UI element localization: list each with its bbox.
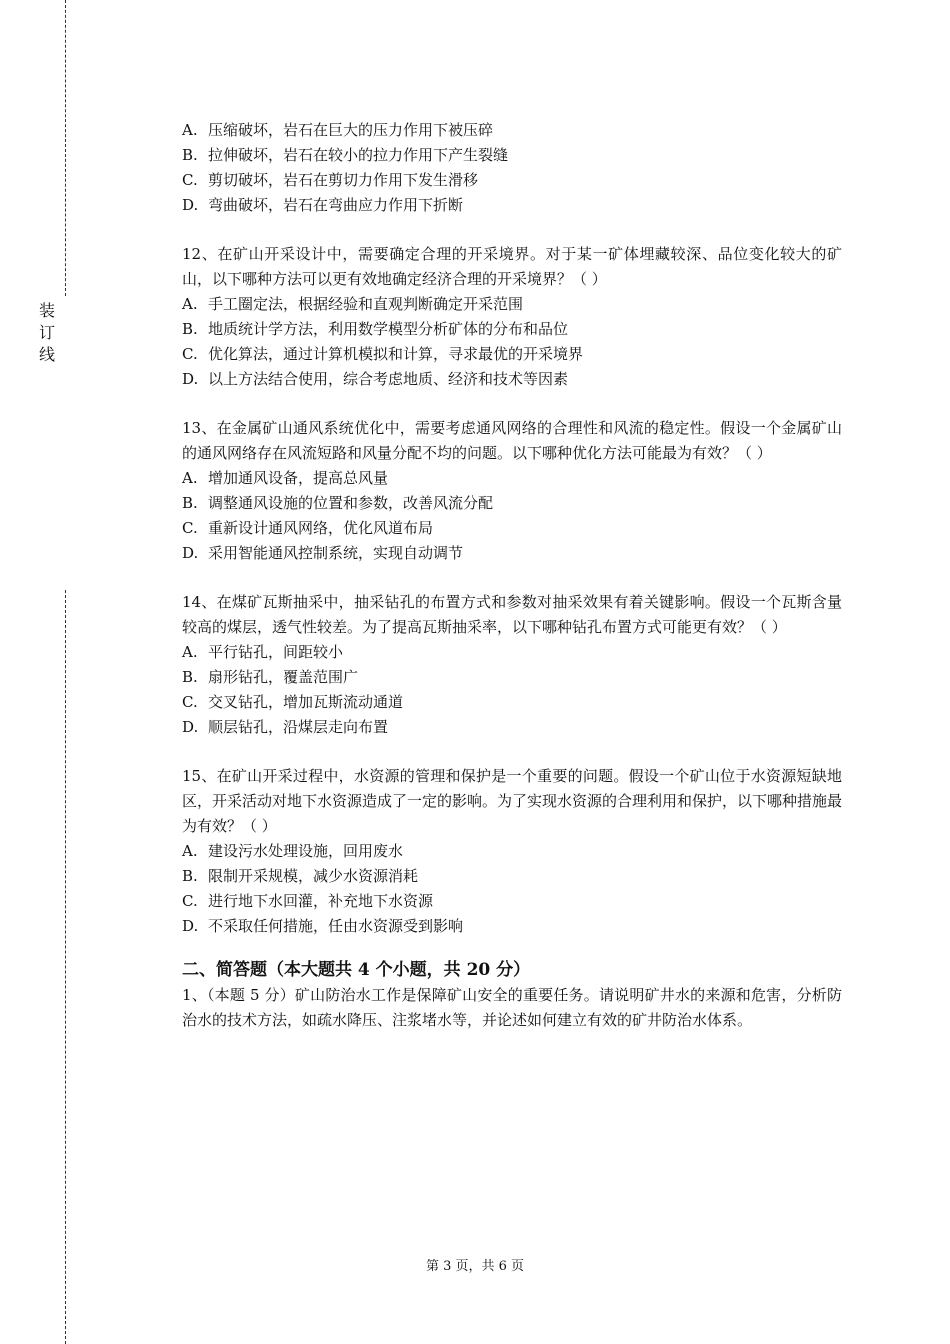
option-item (182, 168, 842, 193)
option-text: 剪切破坏，岩石在剪切力作用下发生滑移 (208, 171, 479, 189)
question-14 (182, 590, 842, 740)
question-13 (182, 416, 842, 566)
option-letter: B. (182, 146, 198, 164)
option-item (182, 292, 842, 317)
option-item (182, 317, 842, 342)
binding-dashed-line-bottom (65, 590, 66, 1344)
q11-options (182, 118, 842, 218)
option-text: 重新设计通风网络，优化风道布局 (208, 519, 434, 537)
option-text: 增加通风设备，提高总风量 (208, 469, 389, 487)
option-text: 进行地下水回灌，补充地下水资源 (208, 892, 434, 910)
option-letter: A. (182, 643, 198, 661)
option-item (182, 342, 842, 367)
option-letter: C. (182, 171, 198, 189)
option-letter: C. (182, 693, 198, 711)
binding-dashed-line-top (65, 0, 66, 296)
option-item (182, 889, 842, 914)
option-letter: B. (182, 494, 198, 512)
option-text: 以上方法结合使用，综合考虑地质、经济和技术等因素 (208, 370, 569, 388)
option-text: 建设污水处理设施，回用废水 (208, 842, 404, 860)
question-stem: 14、在煤矿瓦斯抽采中，抽采钻孔的布置方式和参数对抽采效果有着关键影响。假设一个瓦斯含量较高的煤层，透气性较差。为了提高瓦斯抽采率，以下哪种钻孔布置方式可能更有效？（ ） (182, 593, 842, 636)
option-letter: A. (182, 121, 198, 139)
section-heading: 二、简答题（本大题共 4 个小题，共 20 分） (182, 960, 531, 980)
option-item (182, 839, 842, 864)
option-text: 扇形钻孔，覆盖范围广 (208, 668, 359, 686)
question-stem: 12、在矿山开采设计中，需要确定合理的开采境界。对于某一矿体埋藏较深、品位变化较大的矿山，以下哪种方法可以更有效地确定经济合理的开采境界？（ ） (182, 245, 842, 288)
option-letter: A. (182, 842, 198, 860)
option-item (182, 914, 842, 939)
option-item (182, 118, 842, 143)
option-letter: A. (182, 295, 198, 313)
option-text: 地质统计学方法，利用数学模型分析矿体的分布和品位 (208, 320, 569, 338)
option-letter: B. (182, 668, 198, 686)
option-item (182, 516, 842, 541)
page-content (182, 118, 842, 1033)
option-text: 弯曲破坏，岩石在弯曲应力作用下折断 (208, 196, 464, 214)
option-item (182, 193, 842, 218)
option-letter: B. (182, 867, 198, 885)
option-letter: C. (182, 519, 198, 537)
option-letter: B. (182, 320, 198, 338)
option-letter: D. (182, 370, 199, 388)
question-15 (182, 764, 842, 939)
option-text: 调整通风设施的位置和参数，改善风流分配 (208, 494, 494, 512)
question-stem: 15、在矿山开采过程中，水资源的管理和保护是一个重要的问题。假设一个矿山位于水资源短缺地区，开采活动对地下水资源造成了一定的影响。为了实现水资源的合理利用和保护，以下哪种措施最为有效？（ ） (182, 767, 843, 835)
question-12 (182, 242, 842, 392)
option-text: 拉伸破坏，岩石在较小的拉力作用下产生裂缝 (208, 146, 509, 164)
option-letter: D. (182, 544, 199, 562)
option-text: 平行钻孔，间距较小 (208, 643, 344, 661)
option-text: 限制开采规模，减少水资源消耗 (208, 867, 419, 885)
short-answer-question-1: 1、（本题 5 分）矿山防治水工作是保障矿山安全的重要任务。请说明矿井水的来源和危害，分析防治水的技术方法，如疏水降压、注浆堵水等，并论述如何建立有效的矿井防治水体系。 (182, 986, 842, 1029)
option-text: 不采取任何措施，任由水资源受到影响 (208, 917, 464, 935)
binding-label: 装订线 (38, 301, 55, 364)
page-number: 第 3 页，共 6 页 (425, 1259, 525, 1274)
option-item (182, 864, 842, 889)
option-text: 优化算法，通过计算机模拟和计算，寻求最优的开采境界 (208, 345, 584, 363)
option-item (182, 690, 842, 715)
option-letter: C. (182, 892, 198, 910)
option-item (182, 367, 842, 392)
option-item (182, 640, 842, 665)
option-letter: C. (182, 345, 198, 363)
option-letter: D. (182, 718, 199, 736)
option-item (182, 665, 842, 690)
option-item (182, 541, 842, 566)
option-letter: A. (182, 469, 198, 487)
option-item (182, 491, 842, 516)
option-text: 手工圈定法，根据经验和直观判断确定开采范围 (208, 295, 524, 313)
question-stem: 13、在金属矿山通风系统优化中，需要考虑通风网络的合理性和风流的稳定性。假设一个金属矿山的通风网络存在风流短路和风量分配不均的问题。以下哪种优化方法可能最为有效？（ ） (182, 419, 842, 462)
option-text: 顺层钻孔，沿煤层走向布置 (208, 718, 389, 736)
option-item (182, 466, 842, 491)
option-item (182, 143, 842, 168)
option-text: 交叉钻孔，增加瓦斯流动通道 (208, 693, 404, 711)
option-text: 压缩破坏，岩石在巨大的压力作用下被压碎 (208, 121, 494, 139)
option-text: 采用智能通风控制系统，实现自动调节 (208, 544, 464, 562)
option-letter: D. (182, 917, 199, 935)
option-item (182, 715, 842, 740)
option-letter: D. (182, 196, 199, 214)
